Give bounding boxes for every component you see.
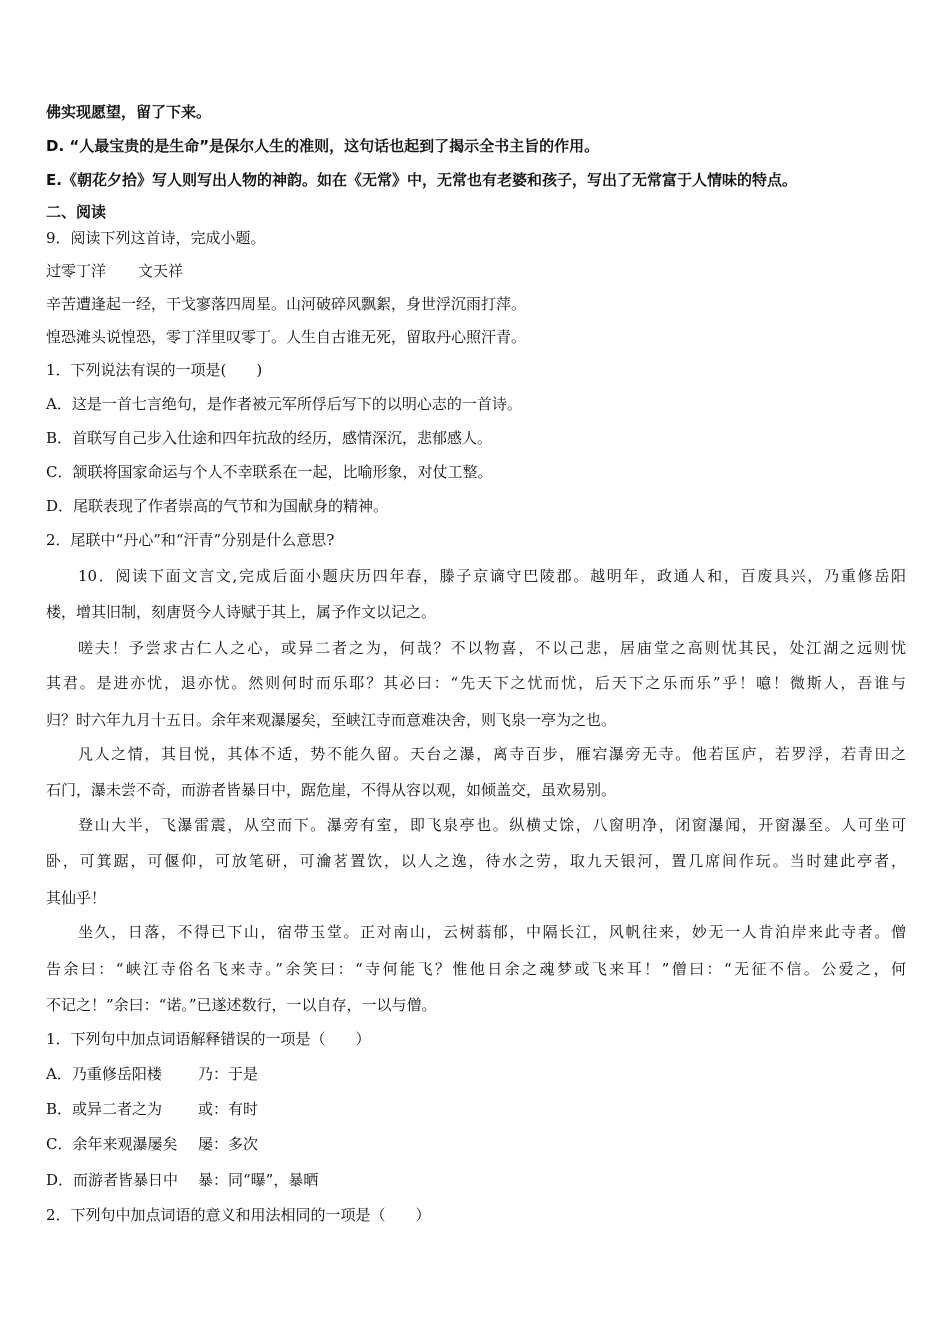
q10-para1-line2: 楼，增其旧制，刻唐贤今人诗赋于其上，属予作文以记之。 bbox=[46, 603, 437, 621]
q9-option-a: A．这是一首七言绝句，是作者被元军所俘后写下的以明心志的一首诗。 bbox=[46, 395, 522, 413]
q10-option-d-definition: 暴：同“曝”，暴晒 bbox=[198, 1171, 319, 1189]
q10-option-b-sentence: B．或异二者之为 bbox=[46, 1100, 163, 1118]
q9-sub2: 2．尾联中“丹心”和“汗青”分别是什么意思? bbox=[46, 531, 335, 549]
q9-option-d: D．尾联表现了作者崇高的气节和为国献身的精神。 bbox=[46, 497, 389, 515]
q10-option-b bbox=[46, 1099, 906, 1119]
q9-option-c: C．颔联将国家命运与个人不幸联系在一起，比喻形象，对仗工整。 bbox=[46, 463, 493, 481]
q9-prompt: 9．阅读下列这首诗，完成小题。 bbox=[46, 229, 266, 247]
poem-line-2: 惶恐滩头说惶恐，零丁洋里叹零丁。人生自古谁无死，留取丹心照汗青。 bbox=[46, 328, 527, 346]
q10-para2-line3: 归？时六年九月十五日。余年来观瀑屡矣，至峡江寺而意难决舍，则飞泉一亭为之也。 bbox=[46, 711, 617, 729]
q10-para4-line1: 登山大半，飞瀑雷震，从空而下。瀑旁有室，即飞泉亭也。纵横丈馀，八窗明净，闭窗瀑闻，开窗瀑至。人可坐可 bbox=[78, 816, 906, 834]
q10-para2-line2: 其君。是进亦忧，退亦忧。然则何时而乐耶？其必曰：“先天下之忧而忧，后天下之乐而乐”乎！噫！微斯人，吾谁与 bbox=[46, 674, 906, 692]
q10-para4-line2: 卧，可箕踞，可偃仰，可放笔研，可瀹茗置饮，以人之逸，待水之劳，取九天银河，置几席间作玩。当时建此亭者， bbox=[46, 852, 906, 870]
q10-option-c-definition: 屡：多次 bbox=[198, 1135, 259, 1153]
q10-option-a-definition: 乃：于是 bbox=[198, 1065, 259, 1083]
q10-option-d-sentence: D．而游者皆暴日中 bbox=[46, 1171, 179, 1189]
q10-para5-line2: 告余曰：“峡江寺俗名飞来寺。”余笑曰：“寺何能飞？惟他日余之魂梦或飞来耳！”僧曰：“无征不信。公爱之，何 bbox=[46, 960, 906, 978]
q10-para5-line3: 不记之！”余曰：“诺。”已遂述数行，一以自存，一以与僧。 bbox=[46, 996, 437, 1014]
poem-author: 文天祥 bbox=[138, 262, 184, 280]
poem-heading bbox=[46, 261, 906, 281]
q10-option-c-sentence: C．余年来观瀑屡矣 bbox=[46, 1135, 178, 1153]
q10-para4-line3: 其仙乎！ bbox=[46, 889, 107, 907]
q10-para3-line2: 石门，瀑未尝不奇，而游者皆暴日中，踞危崖，不得从容以观，如倾盖交，虽欢易别。 bbox=[46, 781, 617, 799]
q10-sub2: 2．下列句中加点词语的意义和用法相同的一项是（ ） bbox=[46, 1206, 431, 1224]
q10-option-a-sentence: A．乃重修岳阳楼 bbox=[46, 1065, 162, 1083]
q10-para3-line1: 凡人之情，其目悦，其体不适，势不能久留。天台之瀑，离寺百步，雁宕瀑旁无寺。他若匡庐，若罗浮，若青田之 bbox=[78, 745, 906, 763]
q10-para5-line1: 坐久，日落，不得已下山，宿带玉堂。正对南山，云树蓊郁，中隔长江，风帆往来，妙无一人肯泊岸来此寺者。僧 bbox=[78, 923, 906, 941]
q9-option-b: B．首联写自己步入仕途和四年抗敌的经历，感情深沉，悲郁感人。 bbox=[46, 429, 493, 447]
section-title: 二、阅读 bbox=[46, 203, 107, 221]
q10-option-d bbox=[46, 1170, 906, 1190]
q10-sub1: 1．下列句中加点词语解释错误的一项是（ ） bbox=[46, 1030, 371, 1048]
poem-line-1: 辛苦遭逢起一经，干戈寥落四周星。山河破碎风飘絮，身世浮沉雨打萍。 bbox=[46, 295, 527, 313]
option-e: E.《朝花夕拾》写人则写出人物的神韵。如在《无常》中，无常也有老婆和孩子，写出了无常富于人情味的特点。 bbox=[46, 171, 797, 189]
q9-sub1: 1．下列说法有误的一项是( ) bbox=[46, 361, 263, 379]
q10-option-a bbox=[46, 1064, 906, 1084]
poem-title: 过零丁洋 bbox=[46, 262, 107, 280]
q10-para2-line1: 嗟夫！予尝求古仁人之心，或异二者之为，何哉？不以物喜，不以己悲，居庙堂之高则忧其民，处江湖之远则忧 bbox=[78, 639, 906, 657]
q10-option-c bbox=[46, 1134, 906, 1154]
q10-para1-line1: 10．阅读下面文言文,完成后面小题庆历四年春，滕子京谪守巴陵郡。越明年，政通人和，百废具兴，乃重修岳阳 bbox=[78, 567, 906, 585]
option-c-continuation: 佛实现愿望，留了下来。 bbox=[46, 103, 212, 121]
q10-option-b-definition: 或：有时 bbox=[198, 1100, 259, 1118]
option-d: D. “人最宝贵的是生命”是保尔人生的准则，这句话也起到了揭示全书主旨的作用。 bbox=[46, 137, 600, 155]
